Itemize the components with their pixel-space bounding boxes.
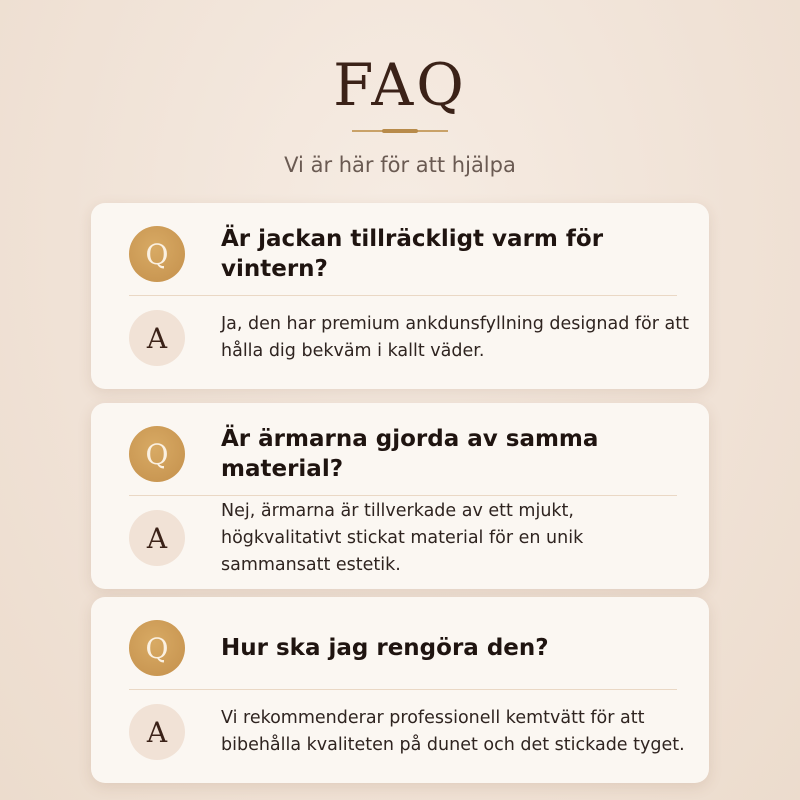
title-divider <box>352 130 448 132</box>
card-divider <box>129 689 677 690</box>
question-text: Hur ska jag rengöra den? <box>221 635 549 661</box>
card-divider <box>129 295 677 296</box>
faq-card <box>91 403 709 589</box>
question-badge-icon: Q <box>129 226 185 282</box>
question-badge-icon: Q <box>129 426 185 482</box>
answer-text: Nej, ärmarna är tillverkade av ett mjukt, högkvalitativt stickat material för en unik sammansatt estetik. <box>221 500 584 575</box>
answer-row <box>129 309 689 367</box>
page-title: FAQ <box>333 51 467 119</box>
question-badge-icon: Q <box>129 620 185 676</box>
card-divider <box>129 495 677 496</box>
question-row[interactable] <box>129 425 689 483</box>
answer-badge-icon: A <box>129 510 185 566</box>
answer-badge-icon: A <box>129 310 185 366</box>
faq-header <box>0 50 800 180</box>
page-subtitle: Vi är här för att hjälpa <box>284 153 516 177</box>
faq-card <box>91 203 709 389</box>
answer-badge-icon: A <box>129 704 185 760</box>
question-row[interactable] <box>129 225 689 283</box>
answer-row <box>129 500 689 575</box>
answer-row <box>129 703 689 761</box>
answer-text: Ja, den har premium ankdunsfyllning designad för att hålla dig bekväm i kallt väder. <box>221 314 689 361</box>
answer-text: Vi rekommenderar professionell kemtvätt för att bibehålla kvaliteten på dunet och det stickade tyget. <box>221 708 685 755</box>
question-text: Är ärmarna gjorda av samma material? <box>221 426 599 482</box>
question-row[interactable] <box>129 619 689 677</box>
faq-card <box>91 597 709 783</box>
question-text: Är jackan tillräckligt varm för vintern? <box>221 226 604 282</box>
